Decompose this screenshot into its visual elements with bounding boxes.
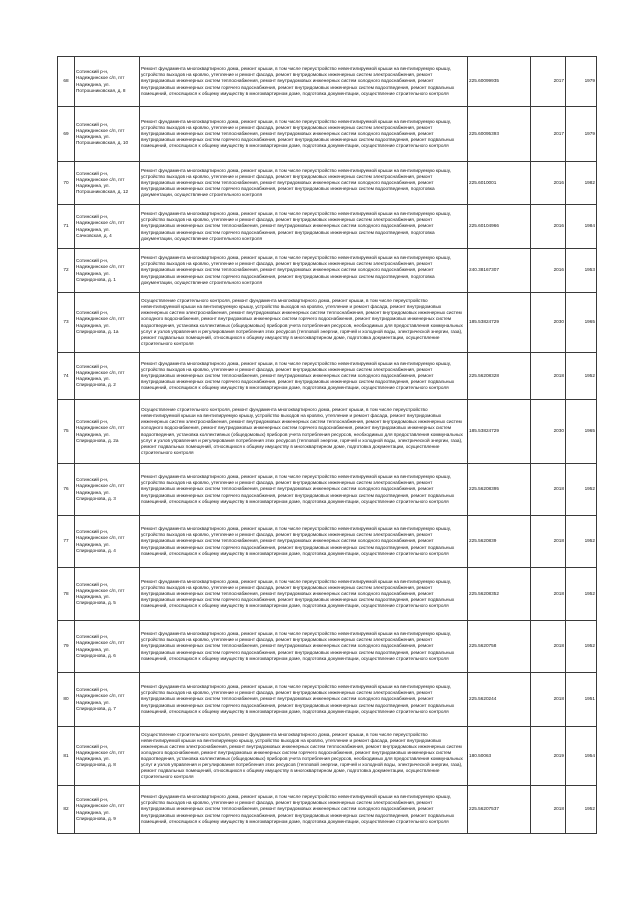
cost-cell: 225.5620839	[468, 516, 531, 568]
address-line: Надеждина, ул.	[76, 183, 110, 188]
address-line: Спиридонова, д. 2а	[76, 437, 119, 443]
row-number-cell: 76	[58, 464, 75, 516]
repair-year-cell: 2016	[531, 162, 566, 205]
cost-cell: 185.53824729	[468, 400, 531, 464]
address-line: Надеждинское с/п, пгт	[76, 75, 125, 81]
address-line: Надеждина, ул.	[76, 431, 110, 437]
build-year-cell: 1979	[566, 57, 597, 107]
repair-year-cell: 2017	[531, 57, 566, 107]
row-number-cell: 81	[58, 727, 75, 786]
row-number-cell: 74	[58, 353, 75, 400]
row-number-cell: 69	[58, 107, 75, 162]
cost-cell: 225.6010001	[468, 162, 531, 205]
repair-year-cell: 2019	[531, 727, 566, 786]
build-year-cell: 1952	[566, 353, 597, 400]
table-row	[58, 205, 597, 249]
address-line: Сотинский р-н,	[76, 581, 109, 587]
cost-cell: 185.53824729	[468, 293, 531, 353]
table-row	[58, 249, 597, 293]
repair-year-cell: 2018	[531, 353, 566, 400]
table-row	[58, 786, 597, 834]
table-row	[58, 673, 597, 727]
address-line: Сотинский р-н,	[76, 258, 109, 264]
address-cell	[75, 107, 140, 162]
cost-cell: 240.38167307	[468, 249, 531, 293]
table-row	[58, 353, 597, 400]
table-row	[58, 464, 597, 516]
build-year-cell: 1952	[566, 464, 597, 516]
repair-year-cell: 2016	[531, 205, 566, 249]
works-description-cell: Ремонт фундамента многоквартирного дома, ремонт крыши, в том числе переустройство невентилируемой крыши на вентилируемую крышу, устройство выходов на кровлю, утепление и ремонт фасада, ремонт внутридомовых инженерных систем электроснабжения, ремонт внутридомовых инженерных систем теплоснабжения, ремонт внутридомовых инженерных систем холодного водоснабжения, ремонт внутридомовых инженерных систем горячего водоснабжения, ремонт внутридомовых инженерных систем водоотведения, ремонт подвальных помещений, относящихся к общему имуществу в многоквартирном доме, подготовка документации, осуществление строительного контроля	[140, 57, 468, 107]
address-line: Спиридонова, д. 4	[76, 547, 116, 553]
address-line: Сотинский р-н,	[76, 687, 109, 693]
row-number-cell: 80	[58, 673, 75, 727]
address-line: Сотинский р-н,	[76, 634, 109, 640]
repair-year-cell: 2018	[531, 568, 566, 621]
cost-cell: 225.56208395	[468, 464, 531, 516]
address-line: Потрошниковская, д. 10	[76, 140, 129, 146]
address-cell	[75, 162, 140, 205]
table-row	[58, 516, 597, 568]
cost-cell: 225.56207537	[468, 786, 531, 834]
address-line: Надеждина, ул.	[76, 322, 110, 328]
address-line: Надеждина, ул.	[76, 699, 110, 705]
repair-year-cell: 2016	[531, 249, 566, 293]
row-number-cell: 70	[58, 162, 75, 205]
address-line: Надеждина, ул.	[76, 809, 110, 815]
cost-cell: 225.5620758	[468, 621, 531, 673]
cost-cell: 225.60095393	[468, 107, 531, 162]
address-line: Надеждина, ул.	[76, 134, 110, 139]
works-description-cell: Ремонт фундамента многоквартирного дома, ремонт крыши, в том числе переустройство невентилируемой крыши на вентилируемую крышу, устройство выходов на кровлю, утепление и ремонт фасада, ремонт внутридомовых инженерных систем электроснабжения, ремонт внутридомовых инженерных систем теплоснабжения, ремонт внутридомовых инженерных систем холодного водоснабжения, ремонт внутридомовых инженерных систем горячего водоснабжения, ремонт внутридомовых инженерных систем водоотведения, ремонт подвальных помещений, относящихся к общему имуществу в многоквартирном доме, подготовка документации, осуществление строительного контроля	[140, 516, 468, 568]
build-year-cell: 1965	[566, 400, 597, 464]
address-line: Надеждинское с/п, пгт	[76, 803, 125, 809]
address-cell	[75, 205, 140, 249]
address-line: Сотинский р-н,	[76, 170, 109, 176]
build-year-cell: 1965	[566, 293, 597, 353]
build-year-cell: 1954	[566, 727, 597, 786]
address-line: Надеждинское с/п, пгт	[76, 535, 125, 541]
cost-cell: 225.56208328	[468, 353, 531, 400]
row-number-cell: 72	[58, 249, 75, 293]
address-line: Надеждинское с/п, пгт	[76, 749, 125, 755]
address-line: Надеждинское с/п, пгт	[76, 316, 125, 322]
address-line: Сотинский р-н,	[76, 797, 109, 803]
address-line: Надеждинское с/п, пгт	[76, 640, 125, 646]
repair-year-cell: 2018	[531, 786, 566, 834]
row-number-cell: 82	[58, 786, 75, 834]
address-line: Спиридонова, д. 1	[76, 276, 116, 282]
table-row	[58, 57, 597, 107]
works-description-cell: Осуществление строительного контроля, ремонт фундамента многоквартирного дома, ремонт крыши, в том числе переустройство невентилируемой крыши на вентилируемую крышу, устройство выходов на кровлю, утепление и ремонт фасада, ремонт внутридомовых инженерных систем электроснабжения, ремонт внутридомовых инженерных систем теплоснабжения, ремонт внутридомовых инженерных систем холодного водоснабжения, ремонт внутридомовых инженерных систем горячего водоснабжения, ремонт внутридомовых инженерных систем водоотведения, установка коллективных (общедомовых) приборов учета потребления ресурсов, необходимых для предоставления коммунальных услуг и узлов управления и регулирования потребления этих ресурсов (тепловой энергии, горячей и холодной воды, электрической энергии, газа), ремонт подвальных помещений, относящихся к общему имуществу в многоквартирном доме, подготовка документации, осуществление строительного контроля	[140, 400, 468, 464]
build-year-cell: 1984	[566, 205, 597, 249]
address-line: Сотинский р-н,	[76, 363, 109, 369]
row-number-cell: 75	[58, 400, 75, 464]
address-line: Сотинский р-н,	[76, 121, 109, 127]
address-line: Надеждинское с/п, пгт	[76, 369, 125, 375]
repair-year-cell: 2030	[531, 293, 566, 353]
address-cell	[75, 57, 140, 107]
works-description-cell: Ремонт фундамента многоквартирного дома, ремонт крыши, в том числе переустройство невентилируемой крыши на вентилируемую крышу, устройство выходов на кровлю, утепление и ремонт фасада, ремонт внутридомовых инженерных систем электроснабжения, ремонт внутридомовых инженерных систем теплоснабжения, ремонт внутридомовых инженерных систем холодного водоснабжения, ремонт внутридомовых инженерных систем горячего водоснабжения, ремонт внутридомовых инженерных систем водоотведения, подготовка документации, осуществление строительного контроля	[140, 249, 468, 293]
address-line: Надеждинское с/п, пгт	[76, 693, 125, 699]
table-body	[58, 57, 597, 834]
table-row	[58, 727, 597, 786]
address-cell	[75, 673, 140, 727]
repair-year-cell: 2018	[531, 516, 566, 568]
address-line: Сотинский р-н,	[76, 743, 109, 749]
row-number-cell: 73	[58, 293, 75, 353]
address-cell	[75, 400, 140, 464]
cost-cell: 225.56208352	[468, 568, 531, 621]
address-line: Надеждина, ул.	[76, 646, 110, 652]
address-cell	[75, 293, 140, 353]
address-line: Надеждинское с/п, пгт	[76, 220, 125, 226]
table-row	[58, 400, 597, 464]
address-line: Сотинский р-н,	[76, 69, 109, 75]
address-line: Надеждинское с/п, пгт	[76, 127, 125, 133]
address-line: Надеждина, ул.	[76, 756, 110, 761]
works-description-cell: Ремонт фундамента многоквартирного дома, ремонт крыши, в том числе переустройство невентилируемой крыши на вентилируемую крышу, устройство выходов на кровлю, утепление и ремонт фасада, ремонт внутридомовых инженерных систем электроснабжения, ремонт внутридомовых инженерных систем теплоснабжения, ремонт внутридомовых инженерных систем холодного водоснабжения, ремонт внутридомовых инженерных систем горячего водоснабжения, ремонт внутридомовых инженерных систем водоотведения, ремонт подвальных помещений, относящихся к общему имуществу в многоквартирном доме, подготовка документации, осуществление строительного контроля	[140, 621, 468, 673]
works-description-cell: Осуществление строительного контроля, ремонт фундамента многоквартирного дома, ремонт крыши, в том числе переустройство невентилируемой крыши на вентилируемую крышу, устройство выходов на кровлю, утепление и ремонт фасада, ремонт внутридомовых инженерных систем электроснабжения, ремонт внутридомовых инженерных систем теплоснабжения, ремонт внутридомовых инженерных систем холодного водоснабжения, ремонт внутридомовых инженерных систем горячего водоснабжения, ремонт внутридомовых инженерных систем водоотведения, установка коллективных (общедомовых) приборов учета потребления ресурсов, необходимых для предоставления коммунальных услуг и узлов управления и регулирования потребления этих ресурсов (тепловой энергии, горячей и холодной воды, электрической энергии, газа), ремонт подвальных помещений, относящихся к общему имуществу в многоквартирном доме, подготовка документации, осуществление строительного контроля	[140, 293, 468, 353]
address-line: Надеждина, ул.	[76, 594, 110, 599]
row-number-cell: 68	[58, 57, 75, 107]
address-cell	[75, 353, 140, 400]
works-description-cell: Ремонт фундамента многоквартирного дома, ремонт крыши, в том числе переустройство невентилируемой крыши на вентилируемую крышу, устройство выходов на кровлю, утепление и ремонт фасада, ремонт внутридомовых инженерных систем электроснабжения, ремонт внутридомовых инженерных систем теплоснабжения, ремонт внутридомовых инженерных систем холодного водоснабжения, ремонт внутридомовых инженерных систем горячего водоснабжения, ремонт внутридомовых инженерных систем водоотведения, подготовка документации, осуществление строительного контроля	[140, 205, 468, 249]
works-description-cell: Осуществление строительного контроля, ремонт фундамента многоквартирного дома, ремонт крыши, в том числе переустройство невентилируемой крыши на вентилируемую крышу, устройство выходов на кровлю, утепление и ремонт фасада, ремонт внутридомовых инженерных систем электроснабжения, ремонт внутридомовых инженерных систем теплоснабжения, ремонт внутридомовых инженерных систем холодного водоснабжения, ремонт внутридомовых инженерных систем горячего водоснабжения, ремонт внутридомовых инженерных систем водоотведения, установка коллективных (общедомовых) приборов учета потребления ресурсов, необходимых для предоставления коммунальных услуг и узлов управления и регулирования потребления этих ресурсов (тепловой энергии, горячей и холодной воды, электрической энергии, газа), ремонт подвальных помещений, относящихся к общему имуществу в многоквартирном доме, подготовка документации, осуществление строительного контроля	[140, 727, 468, 786]
works-description-cell: Ремонт фундамента многоквартирного дома, ремонт крыши, в том числе переустройство невентилируемой крыши на вентилируемую крышу, устройство выходов на кровлю, утепление и ремонт фасада, ремонт внутридомовых инженерных систем электроснабжения, ремонт внутридомовых инженерных систем теплоснабжения, ремонт внутридомовых инженерных систем холодного водоснабжения, ремонт внутридомовых инженерных систем горячего водоснабжения, ремонт внутридомовых инженерных систем водоотведения, ремонт подвальных помещений, относящихся к общему имуществу в многоквартирном доме, подготовка документации, осуществление строительного контроля	[140, 107, 468, 162]
address-line: Сотинский р-н,	[76, 419, 109, 425]
cost-cell: 225.60099935	[468, 57, 531, 107]
row-number-cell: 79	[58, 621, 75, 673]
address-line: Надеждина, ул.	[76, 541, 110, 547]
address-line: Надеждинское с/п, пгт	[76, 264, 125, 270]
works-description-cell: Ремонт фундамента многоквартирного дома, ремонт крыши, в том числе переустройство невентилируемой крыши на вентилируемую крышу, устройство выходов на кровлю, утепление и ремонт фасада, ремонт внутридомовых инженерных систем электроснабжения, ремонт внутридомовых инженерных систем теплоснабжения, ремонт внутридомовых инженерных систем холодного водоснабжения, ремонт внутридомовых инженерных систем горячего водоснабжения, ремонт внутридомовых инженерных систем водоотведения, ремонт подвальных помещений, относящихся к общему имуществу в многоквартирном доме, подготовка документации, осуществление строительного контроля	[140, 673, 468, 727]
table-row	[58, 162, 597, 205]
build-year-cell: 1952	[566, 516, 597, 568]
address-line: Надеждина, ул.	[76, 226, 110, 232]
address-line: Спиридонова, д. 1а	[76, 328, 119, 334]
build-year-cell: 1982	[566, 162, 597, 205]
repair-year-cell: 2018	[531, 621, 566, 673]
table-row	[58, 621, 597, 673]
works-description-cell: Ремонт фундамента многоквартирного дома, ремонт крыши, в том числе переустройство невентилируемой крыши на вентилируемую крышу, устройство выходов на кровлю, утепление и ремонт фасада, ремонт внутридомовых инженерных систем электроснабжения, ремонт внутридомовых инженерных систем теплоснабжения, ремонт внутридомовых инженерных систем холодного водоснабжения, ремонт внутридомовых инженерных систем горячего водоснабжения, ремонт внутридомовых инженерных систем водоотведения, ремонт подвальных помещений, относящихся к общему имуществу в многоквартирном доме, подготовка документации, осуществление строительного контроля	[140, 464, 468, 516]
address-line: Сачковская, д. 4	[76, 232, 112, 238]
address-line: Спиридонова, д. 2	[76, 382, 116, 388]
address-cell	[75, 568, 140, 621]
address-line: Спиридонова, д. 6	[76, 652, 116, 658]
address-line: Сотинский р-н,	[76, 310, 109, 316]
build-year-cell: 1953	[566, 249, 597, 293]
repair-year-cell: 2017	[531, 107, 566, 162]
build-year-cell: 1979	[566, 107, 597, 162]
works-description-cell: Ремонт фундамента многоквартирного дома, ремонт крыши, в том числе переустройство невентилируемой крыши на вентилируемую крышу, устройство выходов на кровлю, утепление и ремонт фасада, ремонт внутридомовых инженерных систем электроснабжения, ремонт внутридомовых инженерных систем теплоснабжения, ремонт внутридомовых инженерных систем холодного водоснабжения, ремонт внутридомовых инженерных систем горячего водоснабжения, ремонт внутридомовых инженерных систем водоотведения, подготовка документации, осуществление строительного контроля	[140, 162, 468, 205]
repair-program-table	[57, 56, 597, 834]
row-number-cell: 78	[58, 568, 75, 621]
cost-cell: 225.60104966	[468, 205, 531, 249]
table-row	[58, 293, 597, 353]
address-line: Надеждинское с/п, пгт	[76, 176, 125, 182]
address-line: Надеждина, ул.	[76, 270, 110, 276]
repair-year-cell: 2030	[531, 400, 566, 464]
works-description-cell: Ремонт фундамента многоквартирного дома, ремонт крыши, в том числе переустройство невентилируемой крыши на вентилируемую крышу, устройство выходов на кровлю, утепление и ремонт фасада, ремонт внутридомовых инженерных систем электроснабжения, ремонт внутридомовых инженерных систем теплоснабжения, ремонт внутридомовых инженерных систем холодного водоснабжения, ремонт внутридомовых инженерных систем горячего водоснабжения, ремонт внутридомовых инженерных систем водоотведения, ремонт подвальных помещений, относящихся к общему имуществу в многоквартирном доме, подготовка документации, осуществление строительного контроля	[140, 568, 468, 621]
address-cell	[75, 786, 140, 834]
build-year-cell: 1952	[566, 568, 597, 621]
cost-cell: 180.50063	[468, 727, 531, 786]
build-year-cell: 1952	[566, 621, 597, 673]
address-cell	[75, 464, 140, 516]
repair-year-cell: 2018	[531, 673, 566, 727]
address-cell	[75, 727, 140, 786]
address-line: Надеждина, ул.	[76, 376, 110, 381]
address-line: Сотинский р-н,	[76, 214, 109, 220]
cost-cell: 225.5620244	[468, 673, 531, 727]
row-number-cell: 71	[58, 205, 75, 249]
address-cell	[75, 621, 140, 673]
row-number-cell: 77	[58, 516, 75, 568]
address-line: Спиридонова, д. 3	[76, 495, 116, 501]
address-line: Надеждина, ул.	[76, 81, 110, 87]
table-row	[58, 568, 597, 621]
address-line: Спиридонова, д. 5	[76, 600, 116, 606]
address-line: Надеждинское с/п, пгт	[76, 483, 125, 489]
address-line: Спиридонова, д. 7	[76, 705, 116, 711]
address-line: Спиридонова, д. 8	[76, 762, 116, 768]
works-description-cell: Ремонт фундамента многоквартирного дома, ремонт крыши, в том числе переустройство невентилируемой крыши на вентилируемую крышу, устройство выходов на кровлю, утепление и ремонт фасада, ремонт внутридомовых инженерных систем электроснабжения, ремонт внутридомовых инженерных систем теплоснабжения, ремонт внутридомовых инженерных систем холодного водоснабжения, ремонт внутридомовых инженерных систем горячего водоснабжения, ремонт внутридомовых инженерных систем водоотведения, ремонт подвальных помещений, относящихся к общему имуществу в многоквартирном доме, подготовка документации, осуществление строительного контроля	[140, 353, 468, 400]
table-row	[58, 107, 597, 162]
build-year-cell: 1951	[566, 673, 597, 727]
address-line: Потрошниковская, д. 8	[76, 87, 126, 93]
repair-year-cell: 2018	[531, 464, 566, 516]
address-cell	[75, 249, 140, 293]
works-description-cell: Ремонт фундамента многоквартирного дома, ремонт крыши, в том числе переустройство невентилируемой крыши на вентилируемую крышу, устройство выходов на кровлю, утепление и ремонт фасада, ремонт внутридомовых инженерных систем электроснабжения, ремонт внутридомовых инженерных систем теплоснабжения, ремонт внутридомовых инженерных систем холодного водоснабжения, ремонт внутридомовых инженерных систем горячего водоснабжения, ремонт внутридомовых инженерных систем водоотведения, ремонт подвальных помещений, относящихся к общему имуществу в многоквартирном доме, подготовка документации, осуществление строительного контроля	[140, 786, 468, 834]
build-year-cell: 1952	[566, 786, 597, 834]
address-line: Потрошниковская, д. 12	[76, 189, 129, 195]
address-line: Надеждинское с/п, пгт	[76, 425, 125, 431]
address-line: Надеждина, ул.	[76, 489, 110, 495]
address-line: Надеждинское с/п, пгт	[76, 587, 125, 593]
address-line: Сотинский р-н,	[76, 529, 109, 535]
address-line: Сотинский р-н,	[76, 477, 109, 483]
address-line: Спиридонова, д. 9	[76, 815, 116, 821]
address-cell	[75, 516, 140, 568]
